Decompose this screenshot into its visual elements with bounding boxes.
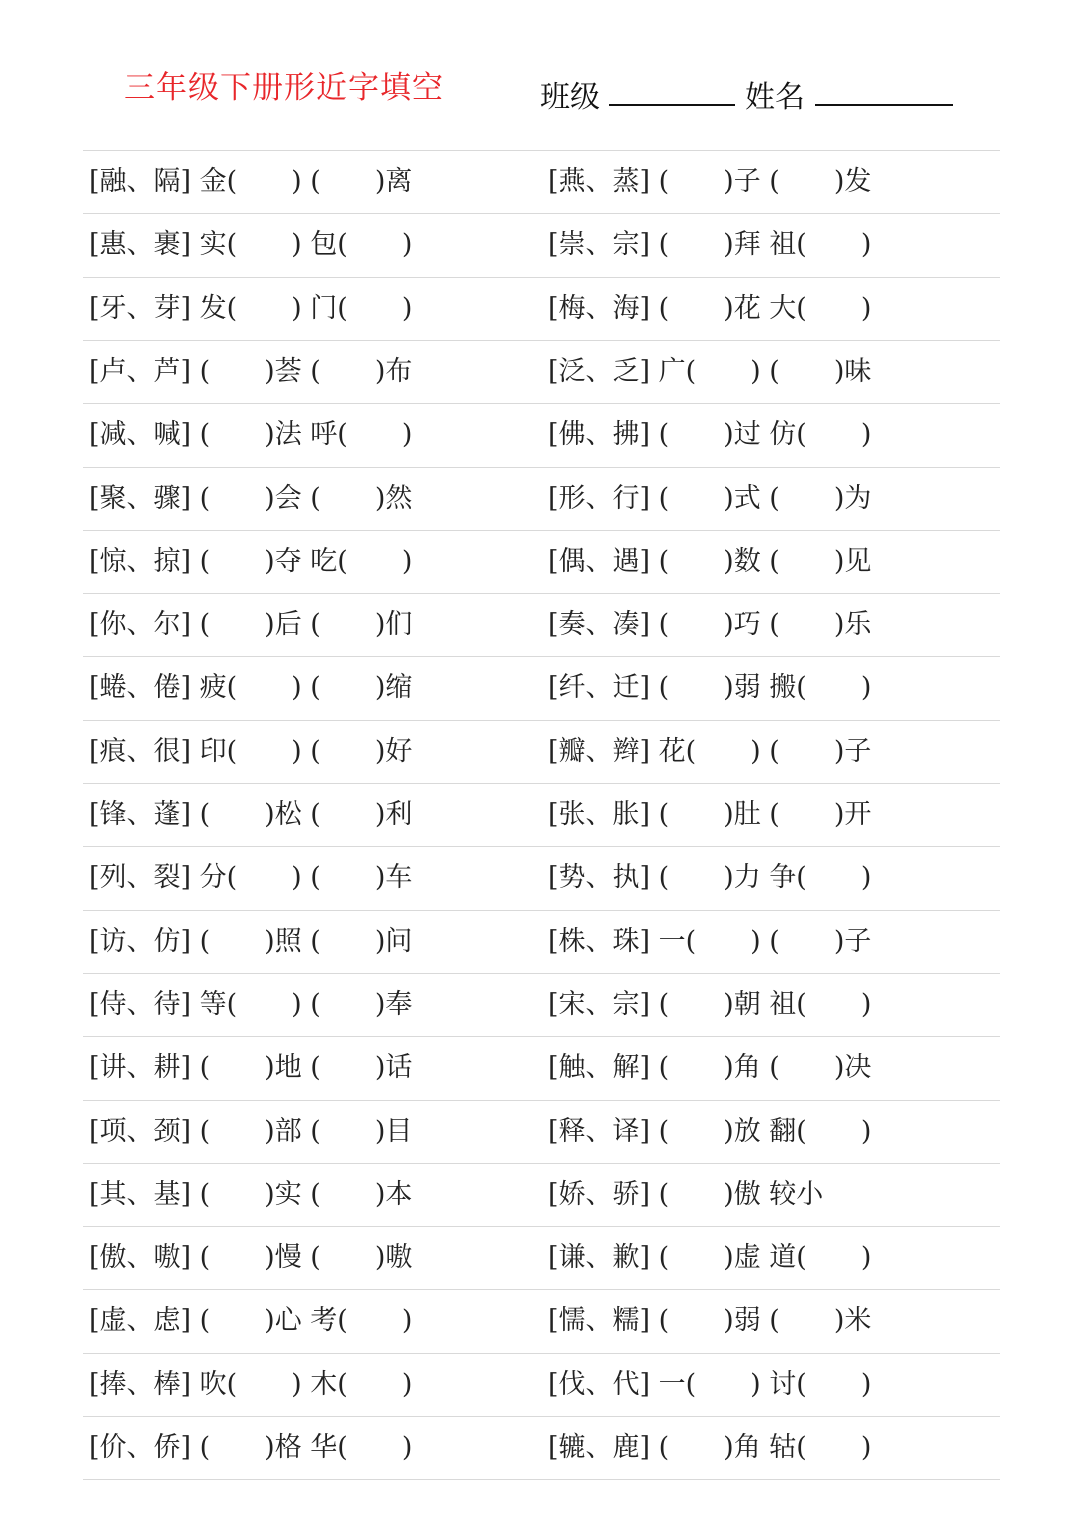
exercise-right[interactable]: [株、珠] 一( ) ( )子	[548, 925, 872, 957]
exercise-right[interactable]: [辘、鹿] ( )角 轱( )	[548, 1432, 872, 1463]
exercise-left[interactable]: [惠、裹] 实( ) 包( )	[89, 229, 413, 261]
exercise-row	[83, 1036, 1000, 1099]
exercise-left[interactable]: [捧、棒] 吹( ) 木( )	[89, 1368, 413, 1400]
exercise-row	[83, 783, 1000, 846]
exercise-left[interactable]: [牙、芽] 发( ) 门( )	[89, 292, 413, 324]
exercise-left[interactable]: [聚、骤] ( )会 ( )然	[89, 482, 413, 514]
exercise-row	[83, 910, 1000, 973]
row-divider	[83, 1479, 1000, 1480]
class-label: 班级	[540, 80, 600, 115]
exercise-row	[83, 1289, 1000, 1352]
exercise-row	[83, 973, 1000, 1036]
exercise-row	[83, 340, 1000, 403]
exercise-row	[83, 1163, 1000, 1226]
exercise-left[interactable]: [痕、很] 印( ) ( )好	[89, 735, 413, 767]
exercise-right[interactable]: [佛、拂] ( )过 仿( )	[548, 419, 872, 451]
exercise-right[interactable]: [偶、遇] ( )数 ( )见	[548, 545, 872, 577]
exercise-right[interactable]: [张、胀] ( )肚 ( )开	[548, 799, 872, 830]
exercise-left[interactable]: [傲、嗷] ( )慢 ( )嗷	[89, 1242, 413, 1274]
exercise-left[interactable]: [卢、芦] ( )荟 ( )布	[89, 355, 413, 387]
exercise-right[interactable]: [释、译] ( )放 翻( )	[548, 1115, 872, 1147]
exercise-left[interactable]: [侍、待] 等( ) ( )奉	[89, 988, 413, 1020]
exercise-row	[83, 593, 1000, 656]
exercise-row	[83, 656, 1000, 719]
exercise-row	[83, 846, 1000, 909]
exercise-left[interactable]: [蜷、倦] 疲( ) ( )缩	[89, 672, 413, 704]
exercise-right[interactable]: [娇、骄] ( )傲 较小	[548, 1178, 824, 1210]
exercise-left[interactable]: [项、颈] ( )部 ( )目	[89, 1115, 413, 1147]
exercise-left[interactable]: [其、基] ( )实 ( )本	[89, 1178, 413, 1210]
exercise-row	[83, 213, 1000, 276]
page-title: 三年级下册形近字填空	[124, 70, 444, 106]
exercise-row	[83, 277, 1000, 340]
name-blank[interactable]	[815, 104, 953, 106]
name-label: 姓名	[745, 80, 805, 115]
exercise-row	[83, 1100, 1000, 1163]
exercise-left[interactable]: [列、裂] 分( ) ( )车	[89, 862, 413, 894]
exercise-right[interactable]: [伐、代] 一( ) 讨( )	[548, 1368, 872, 1400]
exercise-right[interactable]: [形、行] ( )式 ( )为	[548, 482, 872, 514]
class-blank[interactable]	[609, 104, 735, 106]
exercise-left[interactable]: [讲、耕] ( )地 ( )话	[89, 1052, 413, 1084]
exercise-right[interactable]: [奏、凑] ( )巧 ( )乐	[548, 609, 872, 641]
exercise-row	[83, 467, 1000, 530]
exercise-row	[83, 150, 1000, 213]
exercise-left[interactable]: [你、尔] ( )后 ( )们	[89, 609, 413, 641]
exercise-right[interactable]: [势、执] ( )力 争( )	[548, 862, 872, 894]
exercise-right[interactable]: [瓣、辫] 花( ) ( )子	[548, 735, 872, 767]
exercise-right[interactable]: [宋、宗] ( )朝 祖( )	[548, 988, 872, 1020]
exercise-row	[83, 1416, 1000, 1479]
exercise-right[interactable]: [懦、糯] ( )弱 ( )米	[548, 1305, 872, 1337]
exercise-right[interactable]: [泛、乏] 广( ) ( )味	[548, 355, 872, 387]
exercise-row	[83, 403, 1000, 466]
exercise-row	[83, 720, 1000, 783]
exercise-right[interactable]: [谦、歉] ( )虚 道( )	[548, 1242, 872, 1274]
exercise-right[interactable]: [梅、海] ( )花 大( )	[548, 292, 872, 324]
exercise-right[interactable]: [纤、迁] ( )弱 搬( )	[548, 672, 872, 704]
exercise-row	[83, 530, 1000, 593]
exercise-left[interactable]: [价、侨] ( )格 华( )	[89, 1432, 413, 1463]
exercise-left[interactable]: [减、喊] ( )法 呼( )	[89, 419, 413, 451]
exercise-left[interactable]: [虚、虑] ( )心 考( )	[89, 1305, 413, 1337]
exercise-left[interactable]: [锋、蓬] ( )松 ( )利	[89, 799, 413, 830]
exercise-row	[83, 1226, 1000, 1289]
exercise-left[interactable]: [惊、掠] ( )夺 吃( )	[89, 545, 413, 577]
exercise-left[interactable]: [访、仿] ( )照 ( )问	[89, 925, 413, 957]
exercise-right[interactable]: [触、解] ( )角 ( )决	[548, 1052, 872, 1084]
exercise-left[interactable]: [融、隔] 金( ) ( )离	[89, 166, 413, 197]
exercise-right[interactable]: [崇、宗] ( )拜 祖( )	[548, 229, 872, 261]
exercise-right[interactable]: [燕、蒸] ( )子 ( )发	[548, 166, 872, 197]
exercise-row	[83, 1353, 1000, 1416]
